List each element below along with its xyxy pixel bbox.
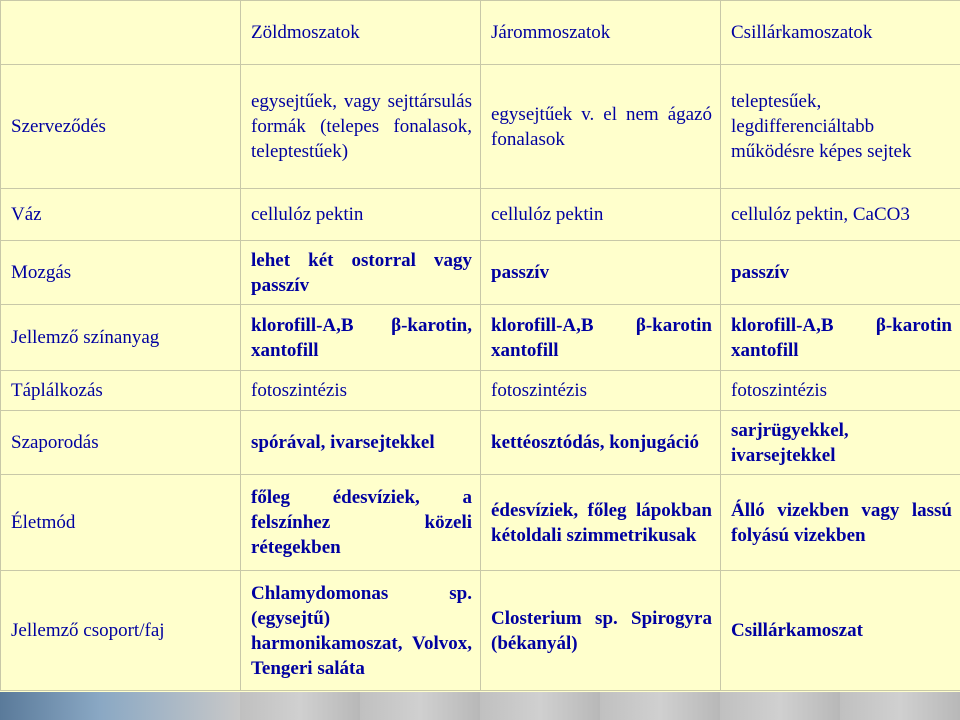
table-cell: klorofill-A,B β-karotin, xantofill xyxy=(241,305,481,371)
row-eletmod xyxy=(1,475,960,571)
row-vaz xyxy=(1,189,960,241)
table-cell: egysejtűek v. el nem ágazó fonalasok xyxy=(481,65,721,189)
table-cell: fotoszintézis xyxy=(241,371,481,411)
table-cell: passzív xyxy=(481,241,721,305)
row-label: Táplálkozás xyxy=(1,371,241,411)
table-cell: klorofill-A,B β-karotin xantofill xyxy=(481,305,721,371)
header-zoldmoszatok: Zöldmoszatok xyxy=(241,1,481,65)
row-label: Mozgás xyxy=(1,241,241,305)
header-csillarkamoszatok: Csillárkamoszatok xyxy=(721,1,960,65)
row-szaporodas xyxy=(1,411,960,475)
header-row xyxy=(1,1,960,65)
row-label: Életmód xyxy=(1,475,241,571)
table-cell: sarjrügyekkel, ivarsejtekkel xyxy=(721,411,960,475)
table-cell: Csillárkamoszat xyxy=(721,571,960,691)
table-cell: Chlamydomonas sp. (egysejtű) harmonikamoszat, Volvox, Tengeri saláta xyxy=(241,571,481,691)
table-cell: Álló vizekben vagy lassú folyású vizekben xyxy=(721,475,960,571)
table-cell: Closterium sp. Spirogyra (békanyál) xyxy=(481,571,721,691)
header-empty-cell xyxy=(1,1,241,65)
table-cell: lehet két ostorral vagy passzív xyxy=(241,241,481,305)
table-cell: passzív xyxy=(721,241,960,305)
table-cell: cellulóz pektin xyxy=(241,189,481,241)
row-label: Jellemző csoport/faj xyxy=(1,571,241,691)
row-mozgas xyxy=(1,241,960,305)
table-cell: fotoszintézis xyxy=(721,371,960,411)
table-cell: cellulóz pektin, CaCO3 xyxy=(721,189,960,241)
table-cell: egysejtűek, vagy sejttársulás formák (telepes fonalasok, teleptestűek) xyxy=(241,65,481,189)
row-jellemzo-csoport xyxy=(1,571,960,691)
row-label: Váz xyxy=(1,189,241,241)
row-label: Szerveződés xyxy=(1,65,241,189)
table-cell: spórával, ivarsejtekkel xyxy=(241,411,481,475)
header-jarommoszatok: Járommoszatok xyxy=(481,1,721,65)
bottom-decoration-bar xyxy=(0,692,960,720)
table-cell: fotoszintézis xyxy=(481,371,721,411)
row-jellemzo-szinanyag xyxy=(1,305,960,371)
table-cell: cellulóz pektin xyxy=(481,189,721,241)
row-taplalkozas xyxy=(1,371,960,411)
table-cell: kettéosztódás, konjugáció xyxy=(481,411,721,475)
table-cell: főleg édesvíziek, a felszínhez közeli rétegekben xyxy=(241,475,481,571)
row-label: Jellemző színanyag xyxy=(1,305,241,371)
table-cell: édesvíziek, főleg lápokban kétoldali szimmetrikusak xyxy=(481,475,721,571)
row-szervezodes xyxy=(1,65,960,189)
row-label: Szaporodás xyxy=(1,411,241,475)
table-cell: klorofill-A,B β-karotin xantofill xyxy=(721,305,960,371)
table-cell: teleptesűek, legdifferenciáltabb működésre képes sejtek xyxy=(721,65,960,189)
